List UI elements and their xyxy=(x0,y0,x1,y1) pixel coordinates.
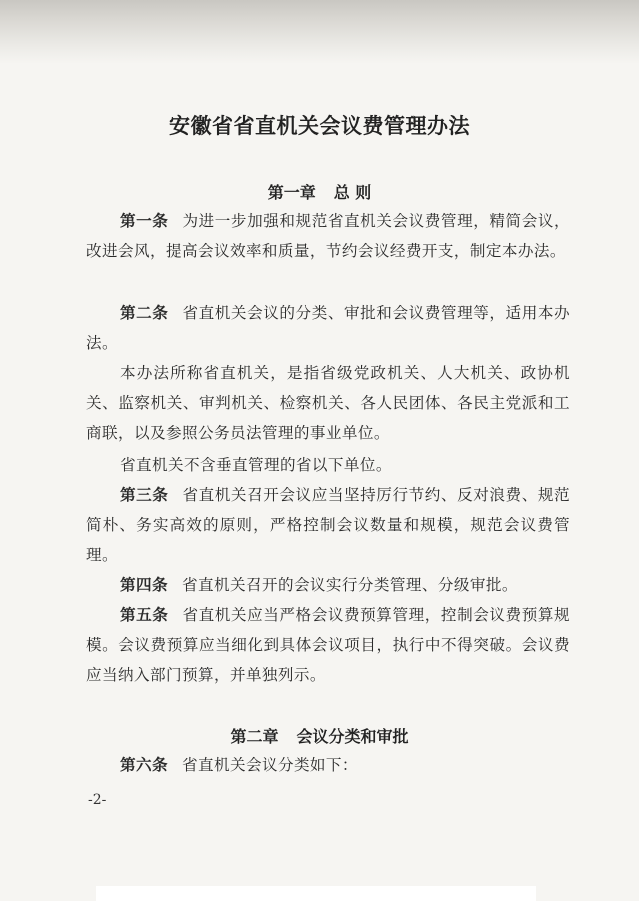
article-1-label: 第一条 xyxy=(120,212,169,230)
scan-top-edge xyxy=(0,0,639,64)
article-3-label: 第三条 xyxy=(120,486,169,504)
article-4-label: 第四条 xyxy=(120,576,168,594)
article-3-text: 省直机关召开会议应当坚持厉行节约、反对浪费、规范简朴、务实高效的原则，严格控制会议数量和规模，规范会议费管理。 xyxy=(86,486,570,564)
article-5-label: 第五条 xyxy=(120,606,169,624)
chapter-1-number: 第一章 xyxy=(267,183,316,202)
scan-bottom-edge xyxy=(96,886,536,901)
article-5-text: 省直机关应当严格会议费预算管理，控制会议费预算规模。会议费预算应当细化到具体会议项目，执行中不得突破。会议费应当纳入部门预算，并单独列示。 xyxy=(86,606,570,684)
article-2-label: 第二条 xyxy=(120,304,169,322)
article-6-label: 第六条 xyxy=(120,756,168,774)
article-5 xyxy=(86,600,570,690)
article-6-text: 省直机关会议分类如下： xyxy=(181,756,358,774)
chapter-2-title: 会议分类和审批 xyxy=(296,727,409,746)
article-4-text: 省直机关召开的会议实行分类管理、分级审批。 xyxy=(181,576,518,594)
article-1 xyxy=(86,206,570,266)
article-2 xyxy=(86,298,570,358)
article-4 xyxy=(86,570,570,600)
chapter-2-heading xyxy=(0,724,639,747)
document-title: 安徽省省直机关会议费管理办法 xyxy=(169,114,470,138)
chapter-1-title: 总 则 xyxy=(333,183,372,202)
article-2-paragraph-2: 本办法所称省直机关，是指省级党政机关、人大机关、政协机关、监察机关、审判机关、检察机关、各人民团体、各民主党派和工商联，以及参照公务员法管理的事业单位。 xyxy=(86,364,570,442)
article-2-paragraph-3: 省直机关不含垂直管理的省以下单位。 xyxy=(120,456,392,474)
page-number: -2- xyxy=(88,792,107,808)
article-2-text: 省直机关会议的分类、审批和会议费管理等，适用本办法。 xyxy=(86,304,570,352)
article-1-text: 为进一步加强和规范省直机关会议费管理，精简会议，改进会风，提高会议效率和质量，节约会议经费开支，制定本办法。 xyxy=(86,212,570,260)
chapter-2-number: 第二章 xyxy=(230,727,279,746)
article-6 xyxy=(86,750,570,780)
chapter-1-heading xyxy=(0,180,639,203)
article-3 xyxy=(86,480,570,570)
